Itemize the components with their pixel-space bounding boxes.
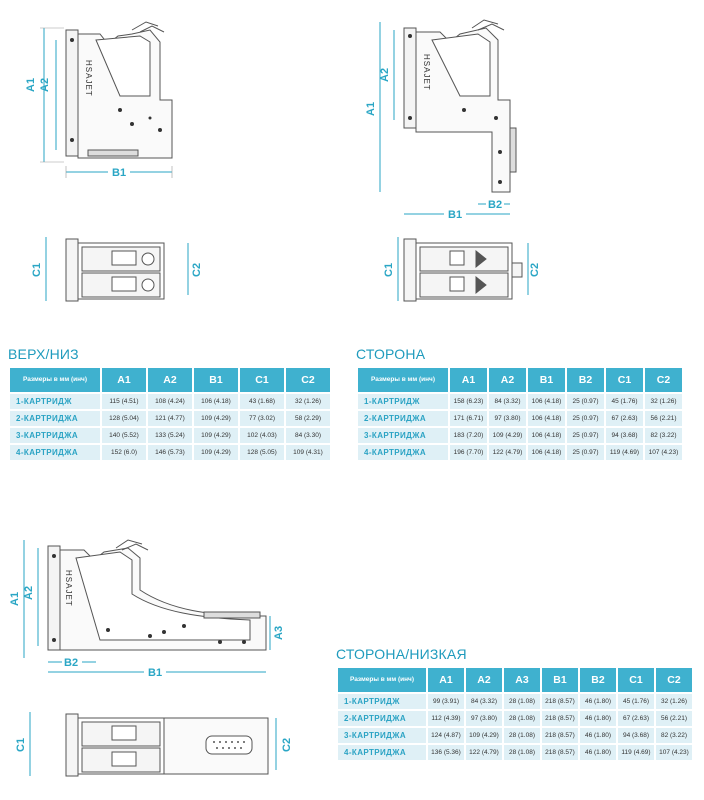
dim-low-c2-label: C2 bbox=[281, 737, 293, 752]
side-mount-drawing bbox=[360, 0, 540, 225]
table-cell: 109 (4.31) bbox=[286, 445, 330, 460]
table-cell: 32 (1.26) bbox=[656, 694, 692, 709]
table-cell: 45 (1.76) bbox=[606, 394, 643, 409]
brand-logo: HSAJET bbox=[84, 60, 93, 97]
table-cell: 107 (4.23) bbox=[645, 445, 682, 460]
dim-side-b1-label: B1 bbox=[448, 209, 463, 221]
dim-low-b2-label: B2 bbox=[64, 657, 79, 669]
column-header: B2 bbox=[580, 668, 616, 692]
table-cell: 45 (1.76) bbox=[618, 694, 654, 709]
table-cell: 109 (4.29) bbox=[466, 728, 502, 743]
table-cell: 107 (4.23) bbox=[656, 745, 692, 760]
table-cell: 28 (1.08) bbox=[504, 745, 540, 760]
table-cell: 25 (0.97) bbox=[567, 428, 604, 443]
table-cell: 43 (1.68) bbox=[240, 394, 284, 409]
side-title: СТОРОНА bbox=[356, 346, 426, 362]
table-cell: 109 (4.29) bbox=[194, 428, 238, 443]
column-header: A2 bbox=[466, 668, 502, 692]
table-cell: 158 (6.23) bbox=[450, 394, 487, 409]
column-header: C1 bbox=[240, 368, 284, 392]
table-row bbox=[358, 411, 682, 426]
column-header: B1 bbox=[542, 668, 578, 692]
column-header: A2 bbox=[489, 368, 526, 392]
table-cell: 56 (2.21) bbox=[656, 711, 692, 726]
top-bottom-front-drawing bbox=[0, 225, 210, 315]
row-label: 2-КАРТРИДЖА bbox=[338, 711, 426, 726]
column-header: B2 bbox=[567, 368, 604, 392]
dim-c2-label: C2 bbox=[191, 262, 203, 277]
table-cell: 106 (4.18) bbox=[528, 394, 565, 409]
table-cell: 133 (5.24) bbox=[148, 428, 192, 443]
table-cell: 218 (8.57) bbox=[542, 694, 578, 709]
row-label: 2-КАРТРИДЖА bbox=[358, 411, 448, 426]
table-cell: 25 (0.97) bbox=[567, 411, 604, 426]
table-cell: 122 (4.79) bbox=[466, 745, 502, 760]
table-cell: 146 (5.73) bbox=[148, 445, 192, 460]
table-row bbox=[338, 711, 692, 726]
corner-header: Размеры в мм (инч) bbox=[10, 368, 100, 392]
row-label: 1-КАРТРИДЖ bbox=[338, 694, 426, 709]
table-row bbox=[338, 694, 692, 709]
dim-side-a2-label: A2 bbox=[379, 67, 391, 82]
row-label: 3-КАРТРИДЖА bbox=[10, 428, 100, 443]
table-cell: 46 (1.80) bbox=[580, 745, 616, 760]
dim-low-a3-label: A3 bbox=[273, 625, 285, 640]
table-cell: 108 (4.24) bbox=[148, 394, 192, 409]
table-row bbox=[358, 428, 682, 443]
dim-low-a1-label: A1 bbox=[9, 591, 21, 606]
table-cell: 58 (2.29) bbox=[286, 411, 330, 426]
table-cell: 196 (7.70) bbox=[450, 445, 487, 460]
side-low-title: СТОРОНА/НИЗКАЯ bbox=[336, 646, 467, 662]
table-cell: 106 (4.18) bbox=[528, 445, 565, 460]
table-cell: 77 (3.02) bbox=[240, 411, 284, 426]
table-cell: 28 (1.08) bbox=[504, 728, 540, 743]
table-row bbox=[358, 445, 682, 460]
corner-header: Размеры в мм (инч) bbox=[338, 668, 426, 692]
column-header: B1 bbox=[528, 368, 565, 392]
dim-side-c2-label: C2 bbox=[529, 262, 541, 277]
side-front-drawing bbox=[370, 225, 540, 315]
top-bottom-side-drawing bbox=[0, 0, 200, 190]
table-cell: 119 (4.69) bbox=[618, 745, 654, 760]
column-header: C1 bbox=[606, 368, 643, 392]
table-cell: 109 (4.29) bbox=[489, 428, 526, 443]
dim-side-b2-label: B2 bbox=[488, 199, 503, 211]
table-cell: 128 (5.04) bbox=[102, 411, 146, 426]
dim-a1-label: A1 bbox=[25, 77, 37, 92]
column-header: A1 bbox=[428, 668, 464, 692]
dim-low-a2-label: A2 bbox=[23, 585, 35, 600]
table-cell: 28 (1.08) bbox=[504, 711, 540, 726]
table-cell: 124 (4.87) bbox=[428, 728, 464, 743]
side-low-table bbox=[336, 666, 694, 762]
column-header: C2 bbox=[286, 368, 330, 392]
table-cell: 32 (1.26) bbox=[286, 394, 330, 409]
table-cell: 106 (4.18) bbox=[528, 411, 565, 426]
dim-a2-label: A2 bbox=[39, 77, 51, 92]
column-header: A3 bbox=[504, 668, 540, 692]
side-low-drawing bbox=[0, 530, 300, 680]
column-header: B1 bbox=[194, 368, 238, 392]
top-bottom-table bbox=[8, 366, 332, 462]
table-cell: 94 (3.68) bbox=[606, 428, 643, 443]
table-cell: 119 (4.69) bbox=[606, 445, 643, 460]
dim-b1-label: B1 bbox=[112, 167, 127, 179]
table-cell: 106 (4.18) bbox=[194, 394, 238, 409]
side-low-section bbox=[336, 646, 694, 762]
table-cell: 122 (4.79) bbox=[489, 445, 526, 460]
row-label: 2-КАРТРИДЖА bbox=[10, 411, 100, 426]
row-label: 3-КАРТРИДЖА bbox=[358, 428, 448, 443]
table-cell: 97 (3.80) bbox=[466, 711, 502, 726]
table-cell: 67 (2.63) bbox=[618, 711, 654, 726]
table-cell: 152 (6.0) bbox=[102, 445, 146, 460]
row-label: 3-КАРТРИДЖА bbox=[338, 728, 426, 743]
dim-c1-label: C1 bbox=[31, 262, 43, 277]
table-row bbox=[10, 394, 330, 409]
table-row bbox=[338, 728, 692, 743]
dim-side-c1-label: C1 bbox=[383, 262, 395, 277]
row-label: 4-КАРТРИДЖА bbox=[10, 445, 100, 460]
table-cell: 46 (1.80) bbox=[580, 728, 616, 743]
table-cell: 94 (3.68) bbox=[618, 728, 654, 743]
corner-header: Размеры в мм (инч) bbox=[358, 368, 448, 392]
column-header: A1 bbox=[450, 368, 487, 392]
table-cell: 171 (6.71) bbox=[450, 411, 487, 426]
table-cell: 84 (3.32) bbox=[489, 394, 526, 409]
row-label: 1-КАРТРИДЖ bbox=[10, 394, 100, 409]
side-table bbox=[356, 366, 684, 462]
dim-low-b1-label: B1 bbox=[148, 667, 163, 679]
table-cell: 115 (4.51) bbox=[102, 394, 146, 409]
table-cell: 121 (4.77) bbox=[148, 411, 192, 426]
column-header: C2 bbox=[656, 668, 692, 692]
table-cell: 109 (4.29) bbox=[194, 411, 238, 426]
table-cell: 25 (0.97) bbox=[567, 394, 604, 409]
table-cell: 25 (0.97) bbox=[567, 445, 604, 460]
table-row bbox=[338, 745, 692, 760]
table-cell: 102 (4.03) bbox=[240, 428, 284, 443]
table-cell: 84 (3.30) bbox=[286, 428, 330, 443]
table-cell: 97 (3.80) bbox=[489, 411, 526, 426]
table-cell: 32 (1.26) bbox=[645, 394, 682, 409]
dim-low-c1-label: C1 bbox=[15, 737, 27, 752]
table-cell: 84 (3.32) bbox=[466, 694, 502, 709]
table-cell: 28 (1.08) bbox=[504, 694, 540, 709]
row-label: 4-КАРТРИДЖА bbox=[338, 745, 426, 760]
table-cell: 109 (4.29) bbox=[194, 445, 238, 460]
table-row bbox=[358, 394, 682, 409]
table-cell: 112 (4.39) bbox=[428, 711, 464, 726]
table-row bbox=[10, 445, 330, 460]
dim-side-a1-label: A1 bbox=[365, 101, 377, 116]
table-cell: 183 (7.20) bbox=[450, 428, 487, 443]
table-cell: 136 (5.36) bbox=[428, 745, 464, 760]
table-cell: 218 (8.57) bbox=[542, 711, 578, 726]
table-cell: 82 (3.22) bbox=[645, 428, 682, 443]
table-cell: 82 (3.22) bbox=[656, 728, 692, 743]
column-header: C1 bbox=[618, 668, 654, 692]
side-section bbox=[356, 346, 684, 462]
table-cell: 56 (2.21) bbox=[645, 411, 682, 426]
column-header: C2 bbox=[645, 368, 682, 392]
table-cell: 46 (1.80) bbox=[580, 711, 616, 726]
top-bottom-section bbox=[8, 346, 332, 462]
brand-logo-side: HSAJET bbox=[422, 54, 431, 91]
brand-logo-low: HSAJET bbox=[64, 570, 73, 607]
top-bottom-title: ВЕРХ/НИЗ bbox=[8, 346, 79, 362]
side-low-front-drawing bbox=[0, 700, 300, 790]
column-header: A1 bbox=[102, 368, 146, 392]
table-row bbox=[10, 411, 330, 426]
table-cell: 67 (2.63) bbox=[606, 411, 643, 426]
column-header: A2 bbox=[148, 368, 192, 392]
table-cell: 46 (1.80) bbox=[580, 694, 616, 709]
row-label: 4-КАРТРИДЖА bbox=[358, 445, 448, 460]
row-label: 1-КАРТРИДЖ bbox=[358, 394, 448, 409]
table-cell: 128 (5.05) bbox=[240, 445, 284, 460]
table-cell: 218 (8.57) bbox=[542, 745, 578, 760]
table-cell: 99 (3.91) bbox=[428, 694, 464, 709]
table-cell: 140 (5.52) bbox=[102, 428, 146, 443]
table-cell: 218 (8.57) bbox=[542, 728, 578, 743]
table-row bbox=[10, 428, 330, 443]
table-cell: 106 (4.18) bbox=[528, 428, 565, 443]
